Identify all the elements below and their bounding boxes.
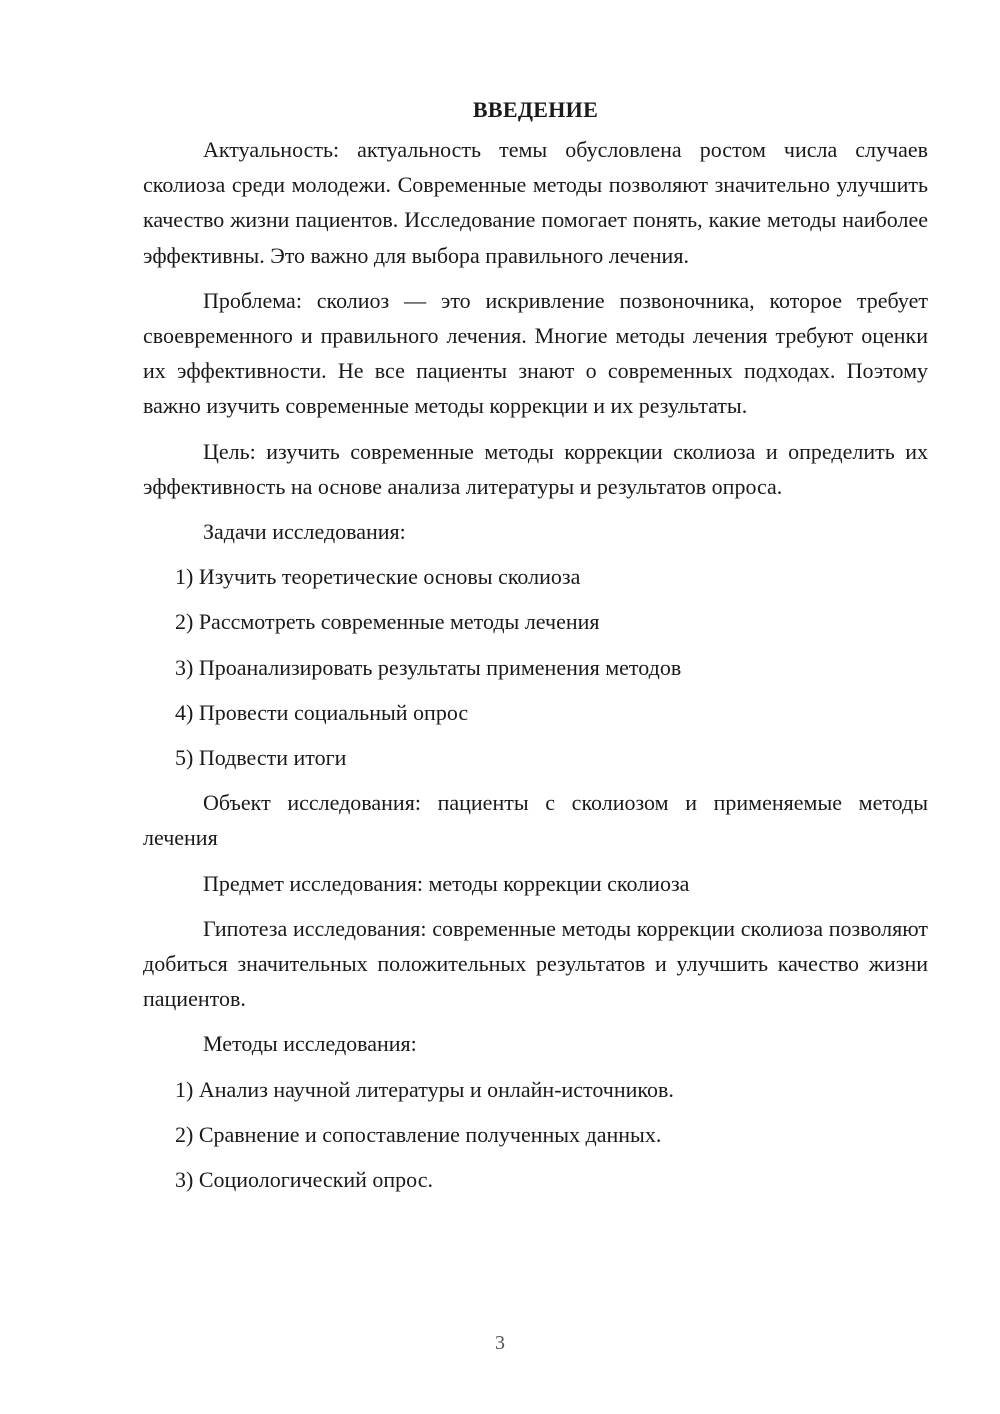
list-item: 3) Проанализировать результаты применения методов <box>175 654 682 680</box>
document-page <box>143 90 928 1207</box>
list-item: 2) Рассмотреть современные методы лечения <box>175 609 600 635</box>
tasks-title: Задачи исследования: <box>203 519 406 545</box>
subject-paragraph: Предмет исследования: методы коррекции сколиоза <box>203 870 690 896</box>
relevance-paragraph: Актуальность: актуальность темы обусловлена ростом числа случаев сколиоза среди молодежи. Современные методы позволяют значительно улучшить качество жизни пациентов. Исследование помогает понять, какие методы наиболее эффективны. Это важно для выбора правильного лечения. <box>143 137 928 268</box>
methods-title: Методы исследования: <box>203 1031 417 1057</box>
list-item: 4) Провести социальный опрос <box>175 699 469 725</box>
hypothesis-paragraph: Гипотеза исследования: современные методы коррекции сколиоза позволяют добиться значительных положительных результатов и улучшить качество жизни пациентов. <box>143 915 928 1012</box>
problem-paragraph: Проблема: сколиоз — это искривление позвоночника, которое требует своевременного и правильного лечения. Многие методы лечения требуют оценки их эффективности. Не все пациенты знают о современных подходах. Поэтому важно изучить современные методы коррекции и их результаты. <box>143 287 928 419</box>
list-item: 1) Изучить теоретические основы сколиоза <box>175 564 581 590</box>
list-item: 2) Сравнение и сопоставление полученных данных. <box>175 1121 662 1147</box>
list-item: 5) Подвести итоги <box>175 745 347 771</box>
tasks-list <box>143 559 928 775</box>
section-heading: ВВЕДЕНИЕ <box>472 97 599 122</box>
list-item: 3) Социологический опрос. <box>175 1167 433 1193</box>
page-number: 3 <box>495 1332 505 1354</box>
goal-paragraph: Цель: изучить современные методы коррекции сколиоза и определить их эффективность на основе анализа литературы и результатов опроса. <box>143 438 928 499</box>
object-paragraph: Объект исследования: пациенты с сколиозом и применяемые методы лечения <box>143 790 928 851</box>
list-item: 1) Анализ научной литературы и онлайн-источников. <box>175 1076 674 1102</box>
methods-list <box>143 1072 928 1198</box>
